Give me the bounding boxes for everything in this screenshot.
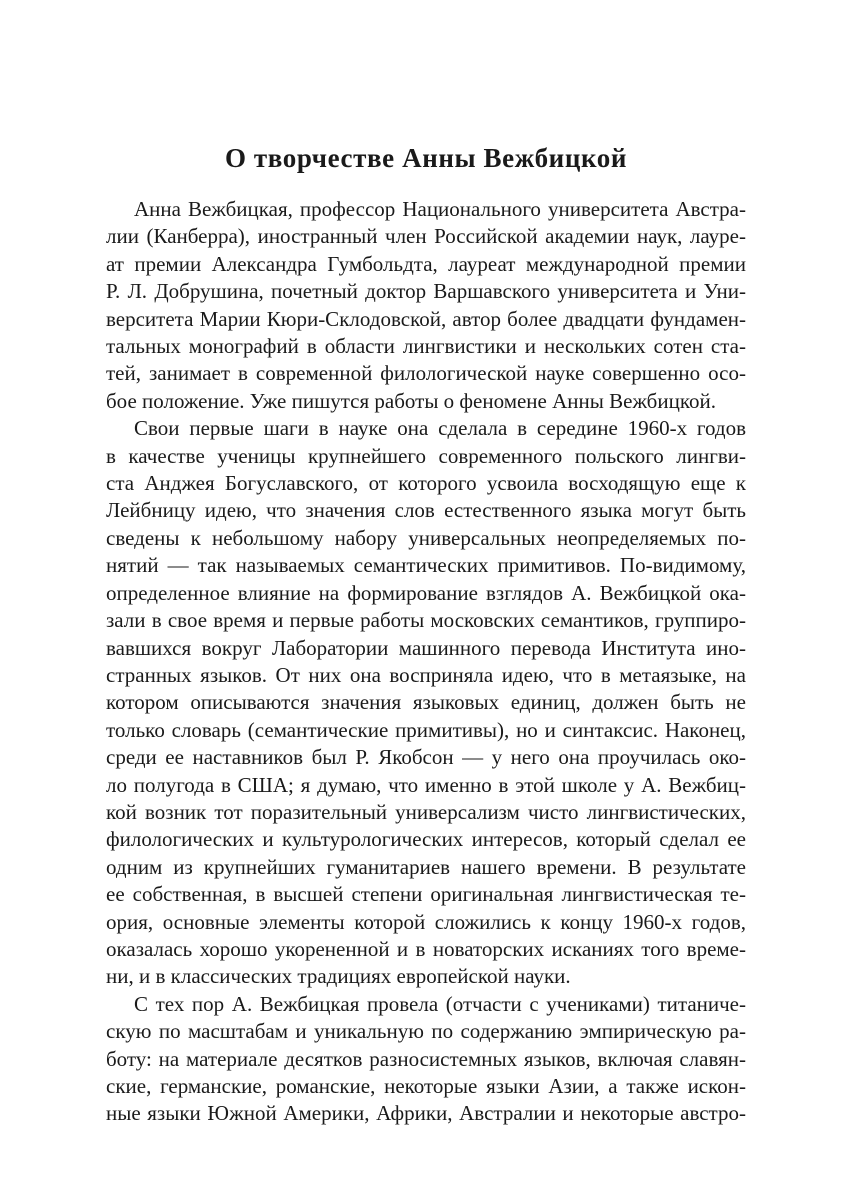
page-title: О творчестве Анны Вежбицкой (224, 143, 628, 173)
text-line: тей, занимает в современной филологической науке совершенно осо- (106, 361, 746, 386)
text-line: оказалась хорошо укорененной и в новаторских исканиях того време- (106, 936, 746, 961)
text-line: боту: на материале десятков разносистемных языков, включая славян- (106, 1046, 746, 1071)
text-line: верситета Марии Кюри-Склодовской, автор более двадцати фундамен- (106, 306, 746, 331)
text-line: бое положение. Уже пишутся работы о феномене Анны Вежбицкой. (106, 388, 716, 413)
text-line: определенное влияние на формирование взглядов А. Вежбицкой ока- (106, 580, 746, 605)
text-line: ста Анджея Богуславского, от которого усвоила восходящую еще к (106, 471, 746, 496)
text-line: лии (Канберра), иностранный член Российской академии наук, лауре- (106, 224, 746, 249)
text-line: Лейбницу идею, что значения слов естественного языка могут быть (106, 498, 746, 523)
text-line: только словарь (семантические примитивы), но и синтаксис. Наконец, (106, 717, 746, 742)
text-line: странных языков. От них она восприняла идею, что в метаязыке, на (106, 662, 746, 687)
text-line: котором описываются значения языковых единиц, должен быть не (106, 690, 746, 715)
text-line: Свои первые шаги в науке она сделала в середине 1960-х годов (134, 416, 746, 441)
text-line: ория, основные элементы которой сложились к концу 1960-х годов, (106, 909, 746, 934)
text-line: ат премии Александра Гумбольдта, лауреат международной премии (106, 251, 746, 276)
text-line: сведены к небольшому набору универсальных неопределяемых по- (106, 525, 746, 550)
text-line: в качестве ученицы крупнейшего современного польского лингви- (106, 443, 746, 468)
text-line: ни, и в классических традициях европейской науки. (106, 964, 571, 989)
text-line: нятий — так называемых семантических примитивов. По-видимому, (106, 553, 746, 578)
text-line: филологических и культурологических интересов, который сделал ее (106, 827, 746, 852)
text-line: С тех пор А. Вежбицкая провела (отчасти с учениками) титаниче- (134, 991, 746, 1016)
text-line: ные языки Южной Америки, Африки, Австралии и некоторые австро- (106, 1101, 746, 1126)
article-body (106, 196, 746, 1128)
text-line: кой возник тот поразительный универсализм чисто лингвистических, (106, 799, 746, 824)
text-line: зали в свое время и первые работы московских семантиков, группиро- (106, 608, 746, 633)
text-line: Анна Вежбицкая, профессор Национального университета Австра- (134, 197, 746, 221)
text-line: ее собственная, в высшей степени оригинальная лингвистическая те- (106, 882, 746, 907)
text-line: одним из крупнейших гуманитариев нашего времени. В результате (106, 854, 746, 879)
text-line: вавшихся вокруг Лаборатории машинного перевода Института ино- (106, 635, 746, 660)
text-line: ло полугода в США; я думаю, что именно в этой школе у А. Вежбиц- (106, 772, 746, 797)
text-line: тальных монографий в области лингвистики и нескольких сотен ста- (106, 334, 746, 359)
text-line: среди ее наставников был Р. Якобсон — у него она проучилась око- (106, 745, 746, 770)
text-line: Р. Л. Добрушина, почетный доктор Варшавского университета и Уни- (106, 279, 746, 304)
text-line: скую по масштабам и уникальную по содержанию эмпирическую ра- (106, 1019, 746, 1044)
text-line: ские, германские, романские, некоторые языки Азии, а также искон- (106, 1074, 746, 1098)
